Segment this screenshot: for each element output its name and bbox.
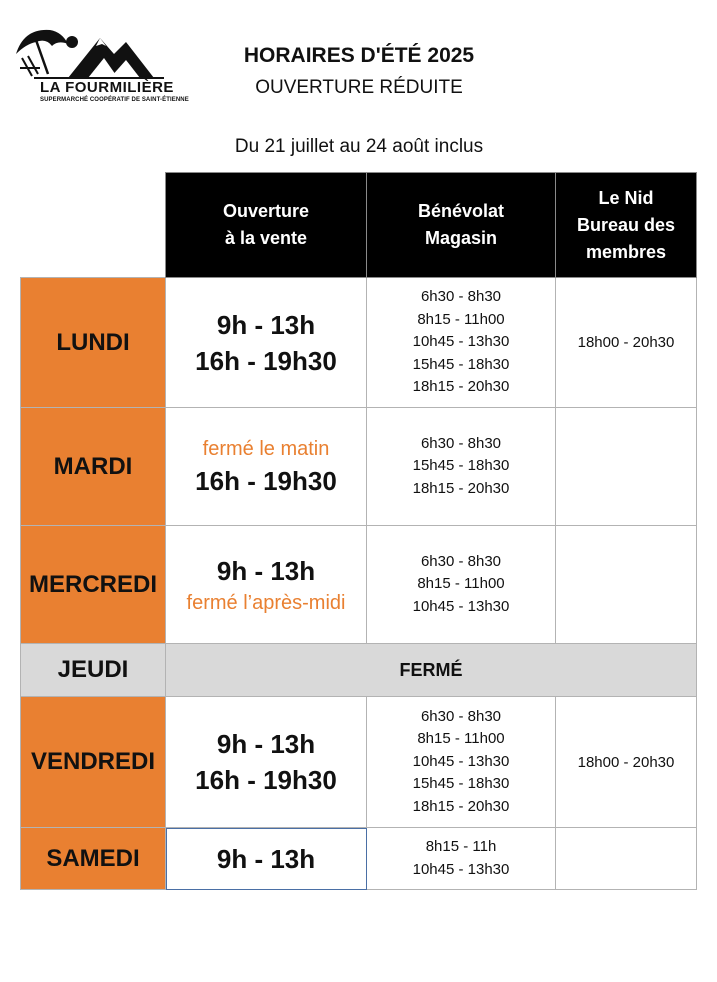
logo-tagline: SUPERMARCHÉ COOPÉRATIF DE SAINT-ÉTIENNE: [40, 97, 189, 103]
closed-notice-jeudi: FERMÉ: [166, 644, 697, 697]
sale-hours-mercredi: 9h - 13h fermé l’après-midi: [166, 526, 367, 644]
nid-hours-lundi: 18h00 - 20h30: [556, 278, 697, 408]
nid-hours-mardi: [556, 408, 697, 526]
column-header-volunteer: Bénévolat Magasin: [367, 173, 556, 278]
column-header-nid: Le Nid Bureau des membres: [556, 173, 697, 278]
volunteer-slots-mardi: 6h30 - 8h30 15h45 - 18h30 18h15 - 20h30: [367, 408, 556, 526]
sale-hours-mardi: fermé le matin 16h - 19h30: [166, 408, 367, 526]
sale-hours-lundi: 9h - 13h 16h - 19h30: [166, 278, 367, 408]
day-label-vendredi: VENDREDI: [21, 697, 166, 828]
sale-hours-samedi: 9h - 13h: [166, 828, 367, 890]
corner-cell: [21, 173, 166, 278]
table-row: [21, 697, 697, 828]
nid-hours-vendredi: 18h00 - 20h30: [556, 697, 697, 828]
table-row: [21, 828, 697, 890]
column-header-sale: Ouverture à la vente: [166, 173, 367, 278]
table-row: [21, 408, 697, 526]
sale-hours-vendredi: 9h - 13h 16h - 19h30: [166, 697, 367, 828]
day-label-jeudi: JEUDI: [21, 644, 166, 697]
beach-mountain-logo-icon: [14, 24, 198, 82]
table-row: [21, 526, 697, 644]
date-range: Du 21 juillet au 24 août inclus: [234, 136, 484, 157]
page-title: HORAIRES D'ÉTÉ 2025: [243, 44, 475, 67]
day-label-mercredi: MERCREDI: [21, 526, 166, 644]
volunteer-slots-samedi: 8h15 - 11h 10h45 - 13h30: [367, 828, 556, 890]
store-logo: [14, 24, 198, 108]
page-subtitle: OUVERTURE RÉDUITE: [255, 77, 463, 98]
volunteer-slots-mercredi: 6h30 - 8h30 8h15 - 11h00 10h45 - 13h30: [367, 526, 556, 644]
logo-name: LA FOURMILIÈRE: [40, 79, 174, 96]
nid-hours-samedi: [556, 828, 697, 890]
volunteer-slots-lundi: 6h30 - 8h30 8h15 - 11h00 10h45 - 13h30 15h45 - 18h30 18h15 - 20h30: [367, 278, 556, 408]
day-label-lundi: LUNDI: [21, 278, 166, 408]
table-row: [21, 278, 697, 408]
day-label-samedi: SAMEDI: [21, 828, 166, 890]
volunteer-slots-vendredi: 6h30 - 8h30 8h15 - 11h00 10h45 - 13h30 15h45 - 18h30 18h15 - 20h30: [367, 697, 556, 828]
table-header-row: [21, 173, 697, 278]
schedule-table: [20, 172, 697, 890]
table-row: [21, 644, 697, 697]
nid-hours-mercredi: [556, 526, 697, 644]
day-label-mardi: MARDI: [21, 408, 166, 526]
